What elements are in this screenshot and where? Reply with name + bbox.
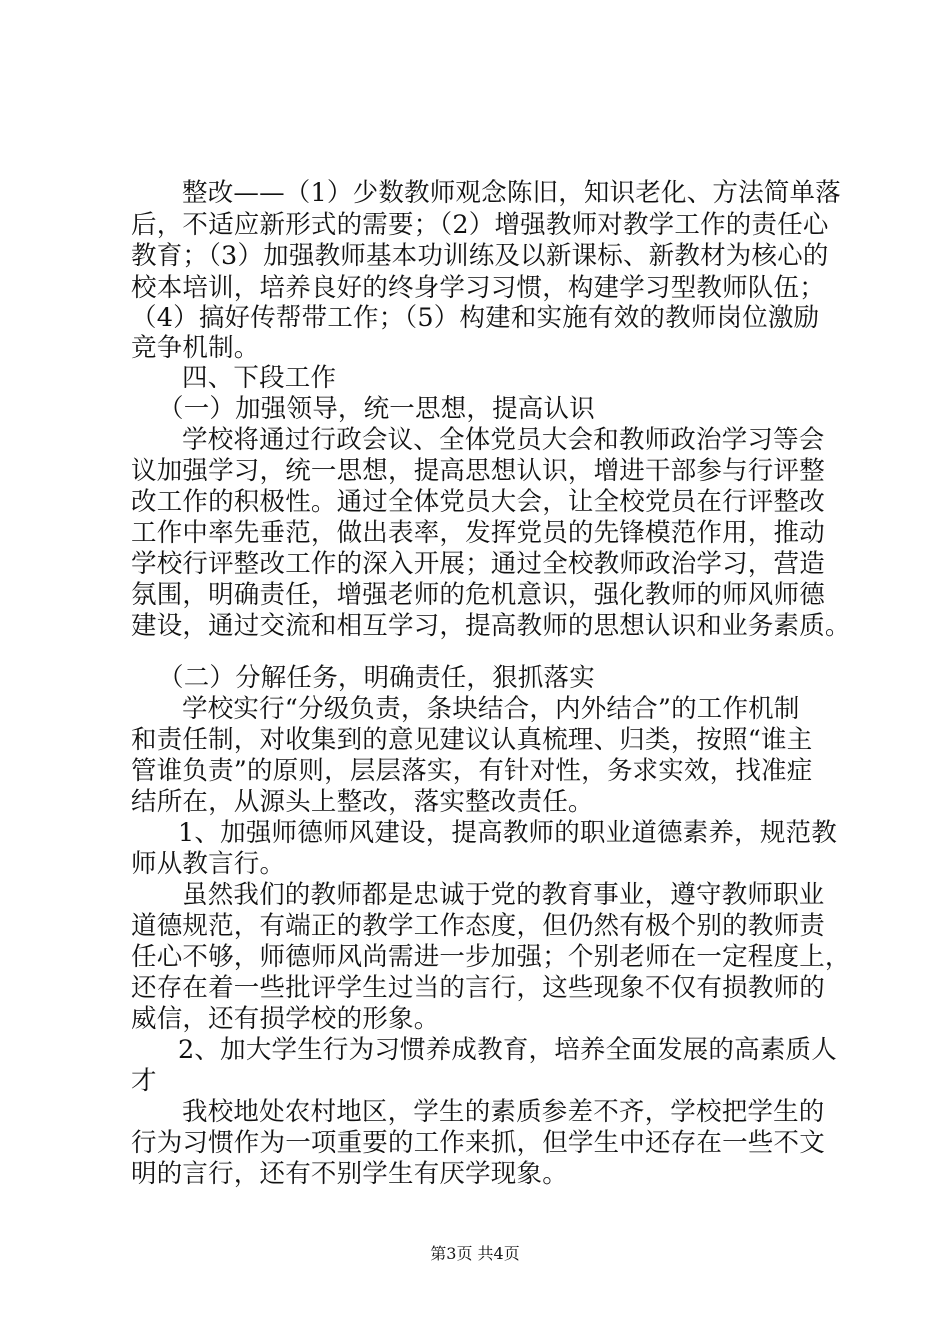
- text-line: 道德规范，有端正的教学工作态度，但仍然有极个别的教师责: [131, 911, 825, 941]
- text-line: 1、加强师德师风建设，提高教师的职业道德素养，规范教: [178, 818, 837, 848]
- text-line: 竞争机制。: [131, 333, 260, 363]
- text-line: 才: [131, 1066, 157, 1096]
- text-line: 校本培训，培养良好的终身学习习惯，构建学习型教师队伍；: [131, 273, 825, 303]
- text-line: 后，不适应新形式的需要；（2）增强教师对教学工作的责任心: [131, 210, 829, 240]
- text-line: 议加强学习，统一思想，提高思想认识，增进干部参与行评整: [131, 456, 825, 486]
- text-line: 任心不够，师德师风尚需进一步加强；个别老师在一定程度上，: [131, 942, 851, 972]
- text-line: 建设，通过交流和相互学习，提高教师的思想认识和业务素质。: [131, 611, 851, 641]
- text-line: 行为习惯作为一项重要的工作来抓，但学生中还存在一些不文: [131, 1128, 825, 1158]
- text-line: 我校地处农村地区，学生的素质参差不齐，学校把学生的: [182, 1097, 825, 1127]
- text-line: 虽然我们的教师都是忠诚于党的教育事业，遵守教师职业: [182, 880, 825, 910]
- text-line: 氛围，明确责任，增强老师的危机意识，强化教师的师风师德: [131, 580, 825, 610]
- text-line: 学校行评整改工作的深入开展；通过全校教师政治学习，营造: [131, 549, 825, 579]
- text-line: 明的言行，还有不别学生有厌学现象。: [131, 1159, 568, 1189]
- section-heading: 四、下段工作: [182, 363, 337, 393]
- text-line: 和责任制，对收集到的意见建议认真梳理、归类，按照“谁主: [131, 725, 813, 755]
- text-line: 管谁负责”的原则，层层落实，有针对性，务求实效，找准症: [131, 756, 813, 786]
- subsection-heading: （一）加强领导，统一思想，提高认识: [158, 394, 595, 424]
- text-line: 工作中率先垂范，做出表率，发挥党员的先锋模范作用，推动: [131, 518, 825, 548]
- text-line: 学校将通过行政会议、全体党员大会和教师政治学习等会: [182, 425, 825, 455]
- text-line: 整改——（1）少数教师观念陈旧，知识老化、方法简单落: [182, 178, 841, 208]
- text-line: 2、加大学生行为习惯养成教育，培养全面发展的高素质人: [178, 1035, 837, 1065]
- text-line: 还存在着一些批评学生过当的言行，这些现象不仅有损教师的: [131, 973, 825, 1003]
- text-line: （4）搞好传帮带工作；（5）构建和实施有效的教师岗位激励: [131, 303, 820, 333]
- text-line: 结所在，从源头上整改，落实整改责任。: [131, 787, 594, 817]
- text-line: 教育；（3）加强教师基本功训练及以新课标、新教材为核心的: [131, 241, 829, 271]
- text-line: 学校实行“分级负责，条块结合，内外结合”的工作机制: [182, 694, 800, 724]
- text-line: 改工作的积极性。通过全体党员大会，让全校党员在行评整改: [131, 487, 825, 517]
- page-number-footer: 第3页 共4页: [430, 1244, 520, 1263]
- subsection-heading: （二）分解任务，明确责任，狠抓落实: [158, 663, 595, 693]
- text-line: 威信，还有损学校的形象。: [131, 1004, 440, 1034]
- text-line: 师从教言行。: [131, 849, 286, 879]
